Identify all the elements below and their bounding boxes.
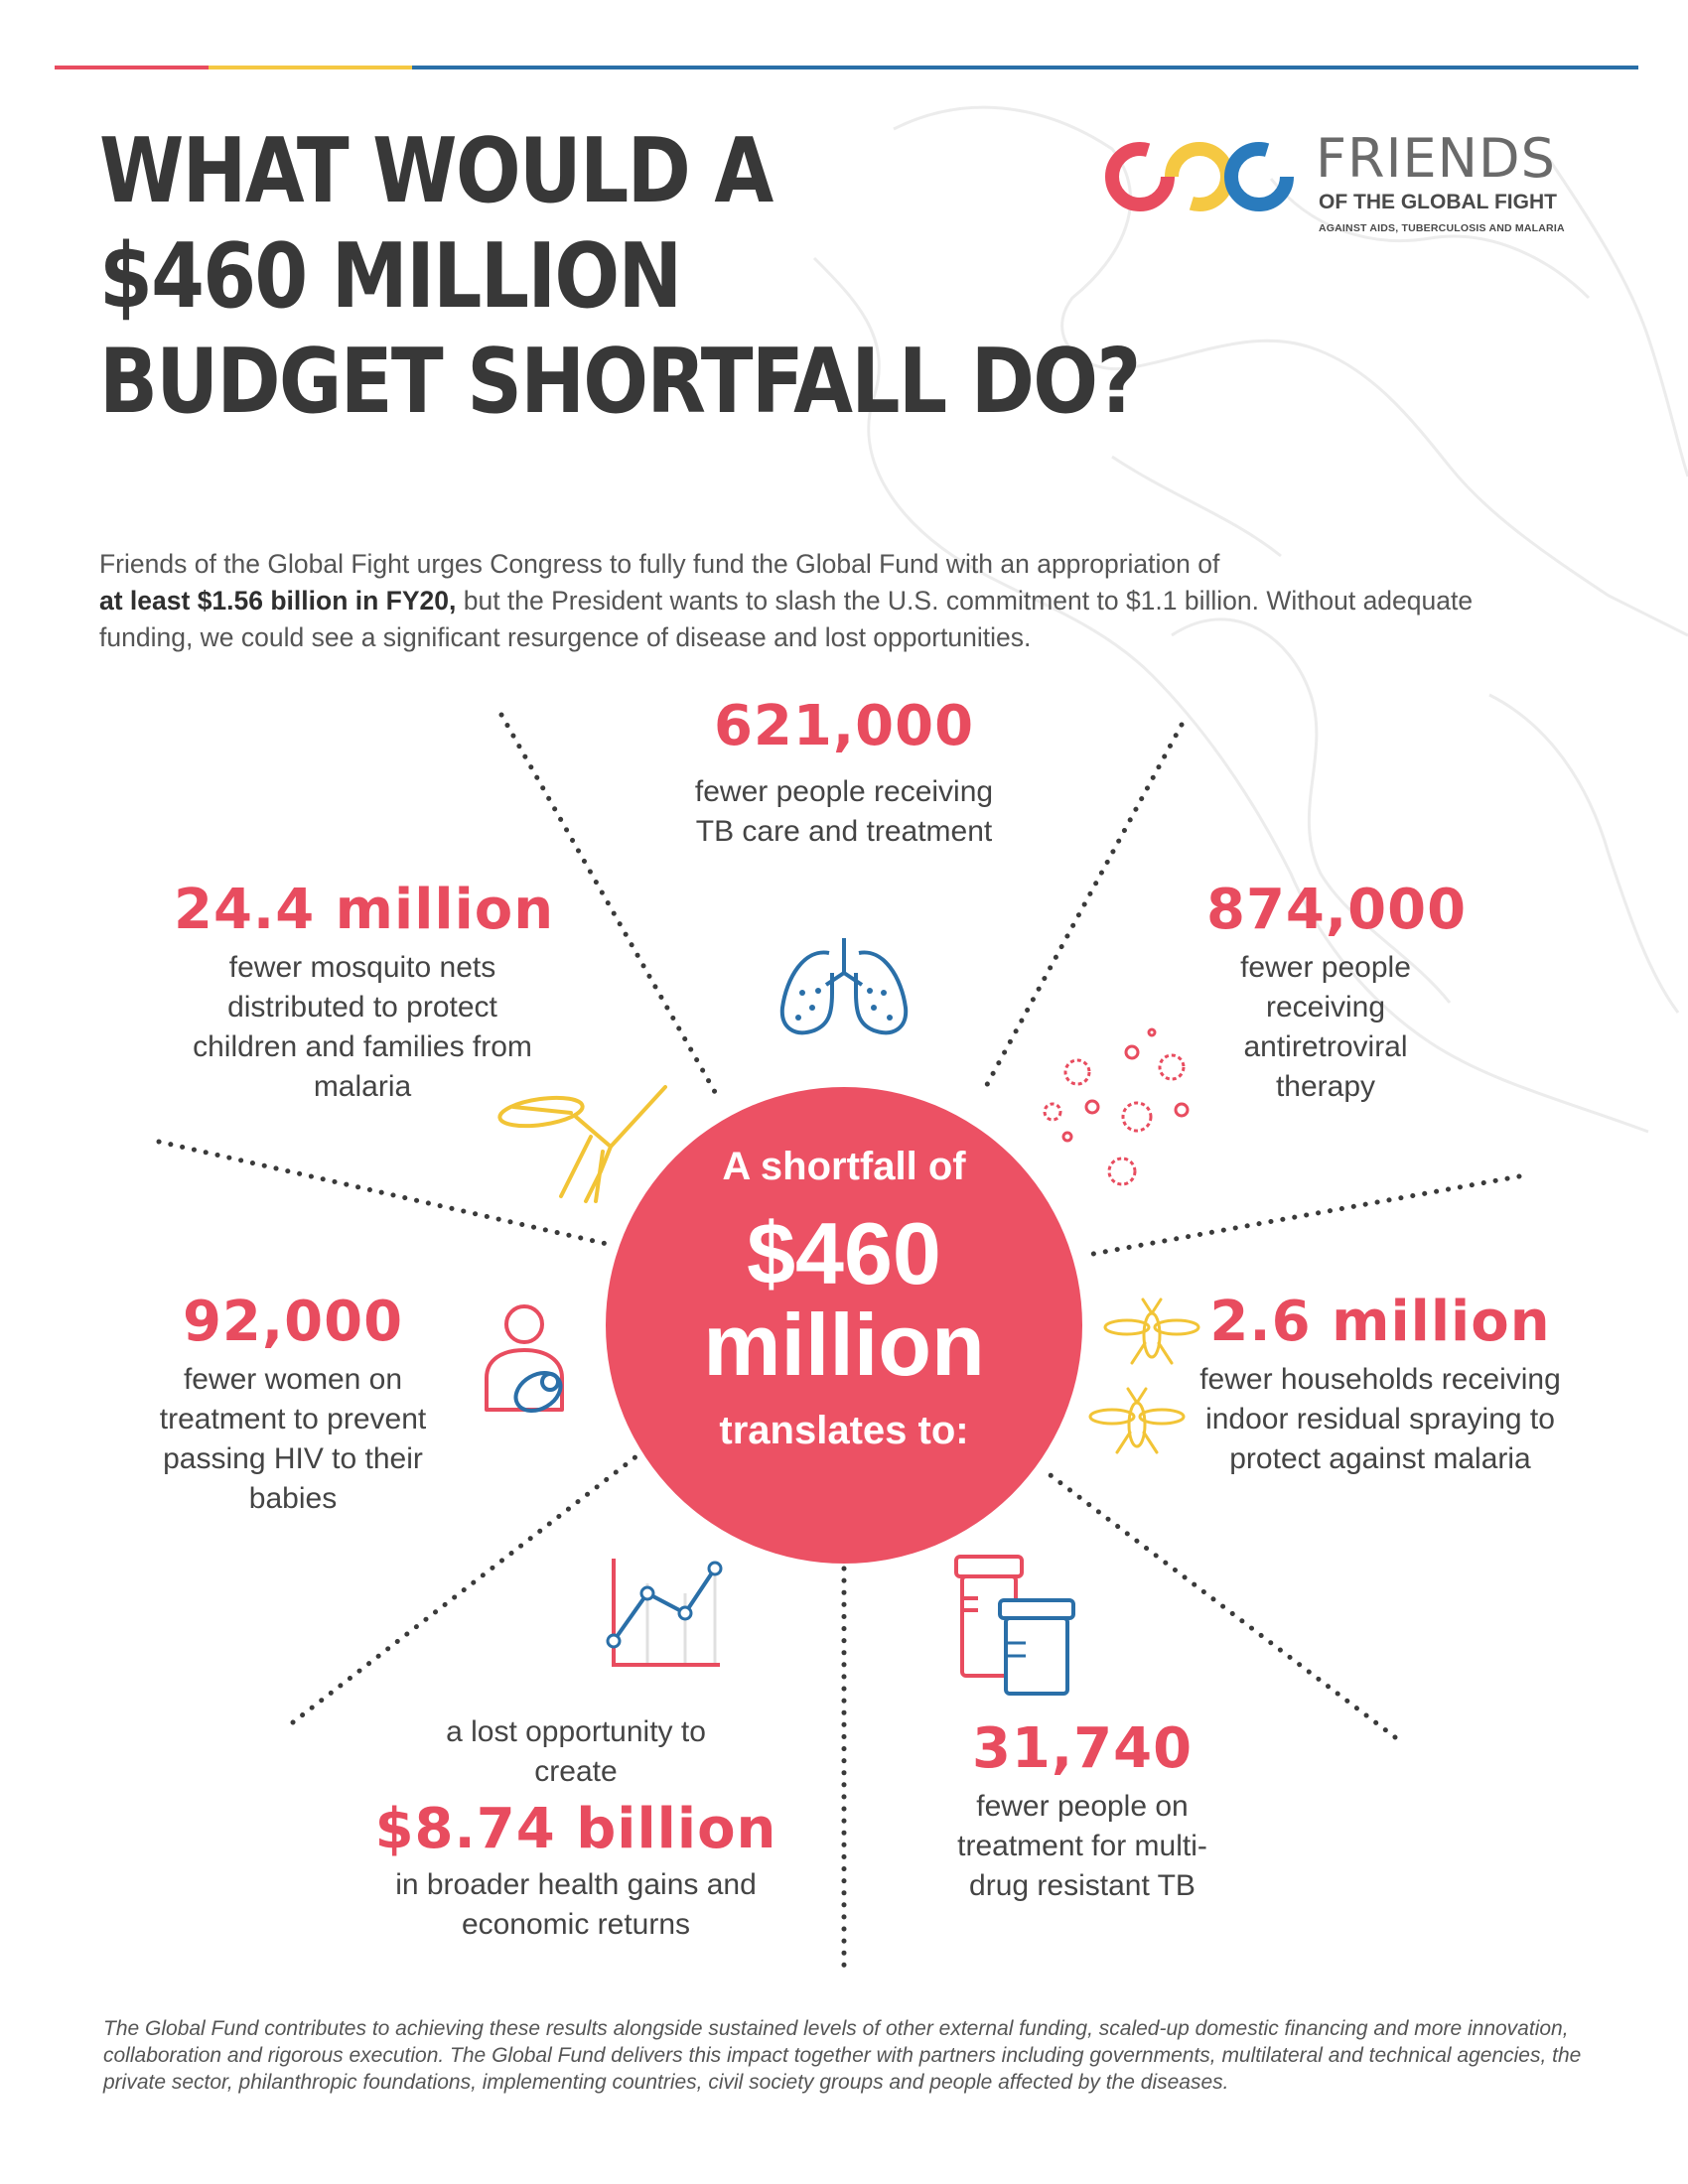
circle-line-4: translates to: — [719, 1409, 969, 1452]
title-line-1: WHAT WOULD A — [99, 119, 773, 223]
stat-antiretroviral-number: 874,000 — [1206, 878, 1468, 942]
stat-mdr-tb-number: 31,740 — [971, 1716, 1194, 1781]
stat-tb-care-text: fewer people receiving TB care and treatment — [694, 775, 994, 848]
footer-disclaimer: The Global Fund contributes to achieving these results alongside sustained levels of other external funding, scaled-up domestic financing and more innovation, collaboration and rigorous execution. The Global Fund delivers this impact together with partners including governments, multilateral and technical agencies, the private sector, philanthropic foundations, implementing countries, civil society groups and people affected by the diseases. — [103, 2017, 1582, 2094]
stat-mosquito-nets-text: fewer mosquito nets distributed to protect children and families from malaria — [193, 951, 532, 1103]
logo-name: FRIENDS — [1316, 127, 1556, 190]
stat-tb-care-number: 621,000 — [713, 694, 975, 758]
stat-mosquito-nets-number: 24.4 million — [174, 878, 555, 942]
stat-economic-returns — [372, 1712, 779, 1945]
virus-cells-icon — [1023, 1023, 1201, 1201]
stat-indoor-spraying-text: fewer households receiving indoor residual spraying to protect against malaria — [1199, 1363, 1561, 1475]
circle-amount: $460 — [747, 1204, 941, 1302]
stat-economic-returns-text: in broader health gains and economic returns — [395, 1868, 757, 1941]
stat-indoor-spraying — [1192, 1291, 1569, 1479]
mother-baby-icon — [477, 1300, 586, 1425]
stat-mosquito-nets — [174, 878, 555, 1107]
title-line-3: BUDGET SHORTFALL DO? — [99, 330, 1140, 434]
stat-economic-returns-number: $8.74 billion — [374, 1797, 777, 1861]
stat-mdr-tb-text: fewer people on treatment for multi-drug resistant TB — [957, 1790, 1207, 1902]
lungs-icon — [774, 933, 914, 1042]
logo-subtitle: OF THE GLOBAL FIGHT — [1319, 191, 1557, 213]
stat-women-hiv — [129, 1291, 457, 1519]
stat-tb-care — [685, 695, 1003, 852]
circle-line-1: A shortfall of — [722, 1145, 966, 1188]
stat-mdr-tb — [943, 1717, 1221, 1906]
line-chart-icon — [606, 1554, 730, 1673]
stat-women-hiv-number: 92,000 — [182, 1290, 404, 1354]
intro-bold: at least $1.56 billion in FY20, — [99, 586, 457, 615]
medicine-jars-icon — [948, 1549, 1087, 1698]
intro-text-2: but the President wants to slash the U.S. commitment to $1.1 billion. Without adequate funding, we could see a significant resurgence of disease and lost opportunities. — [99, 586, 1474, 652]
stat-economic-returns-pretext: a lost opportunity to create — [446, 1715, 706, 1788]
mosquito-icon — [492, 1077, 680, 1206]
title-line-2: $460 MILLION — [99, 224, 681, 329]
stat-antiretroviral-text: fewer people receiving antiretroviral therapy — [1240, 951, 1411, 1103]
stat-women-hiv-text: fewer women on treatment to prevent passing HIV to their babies — [159, 1363, 427, 1515]
insects-icon — [1077, 1296, 1216, 1464]
circle-unit: million — [703, 1296, 985, 1394]
stat-antiretroviral — [1206, 878, 1468, 1107]
intro-text-1: Friends of the Global Fight urges Congress to fully fund the Global Fund with an appropriation of — [99, 549, 1220, 579]
logo-tagline: AGAINST AIDS, TUBERCULOSIS AND MALARIA — [1319, 222, 1565, 234]
stat-indoor-spraying-number: 2.6 million — [1209, 1290, 1551, 1354]
